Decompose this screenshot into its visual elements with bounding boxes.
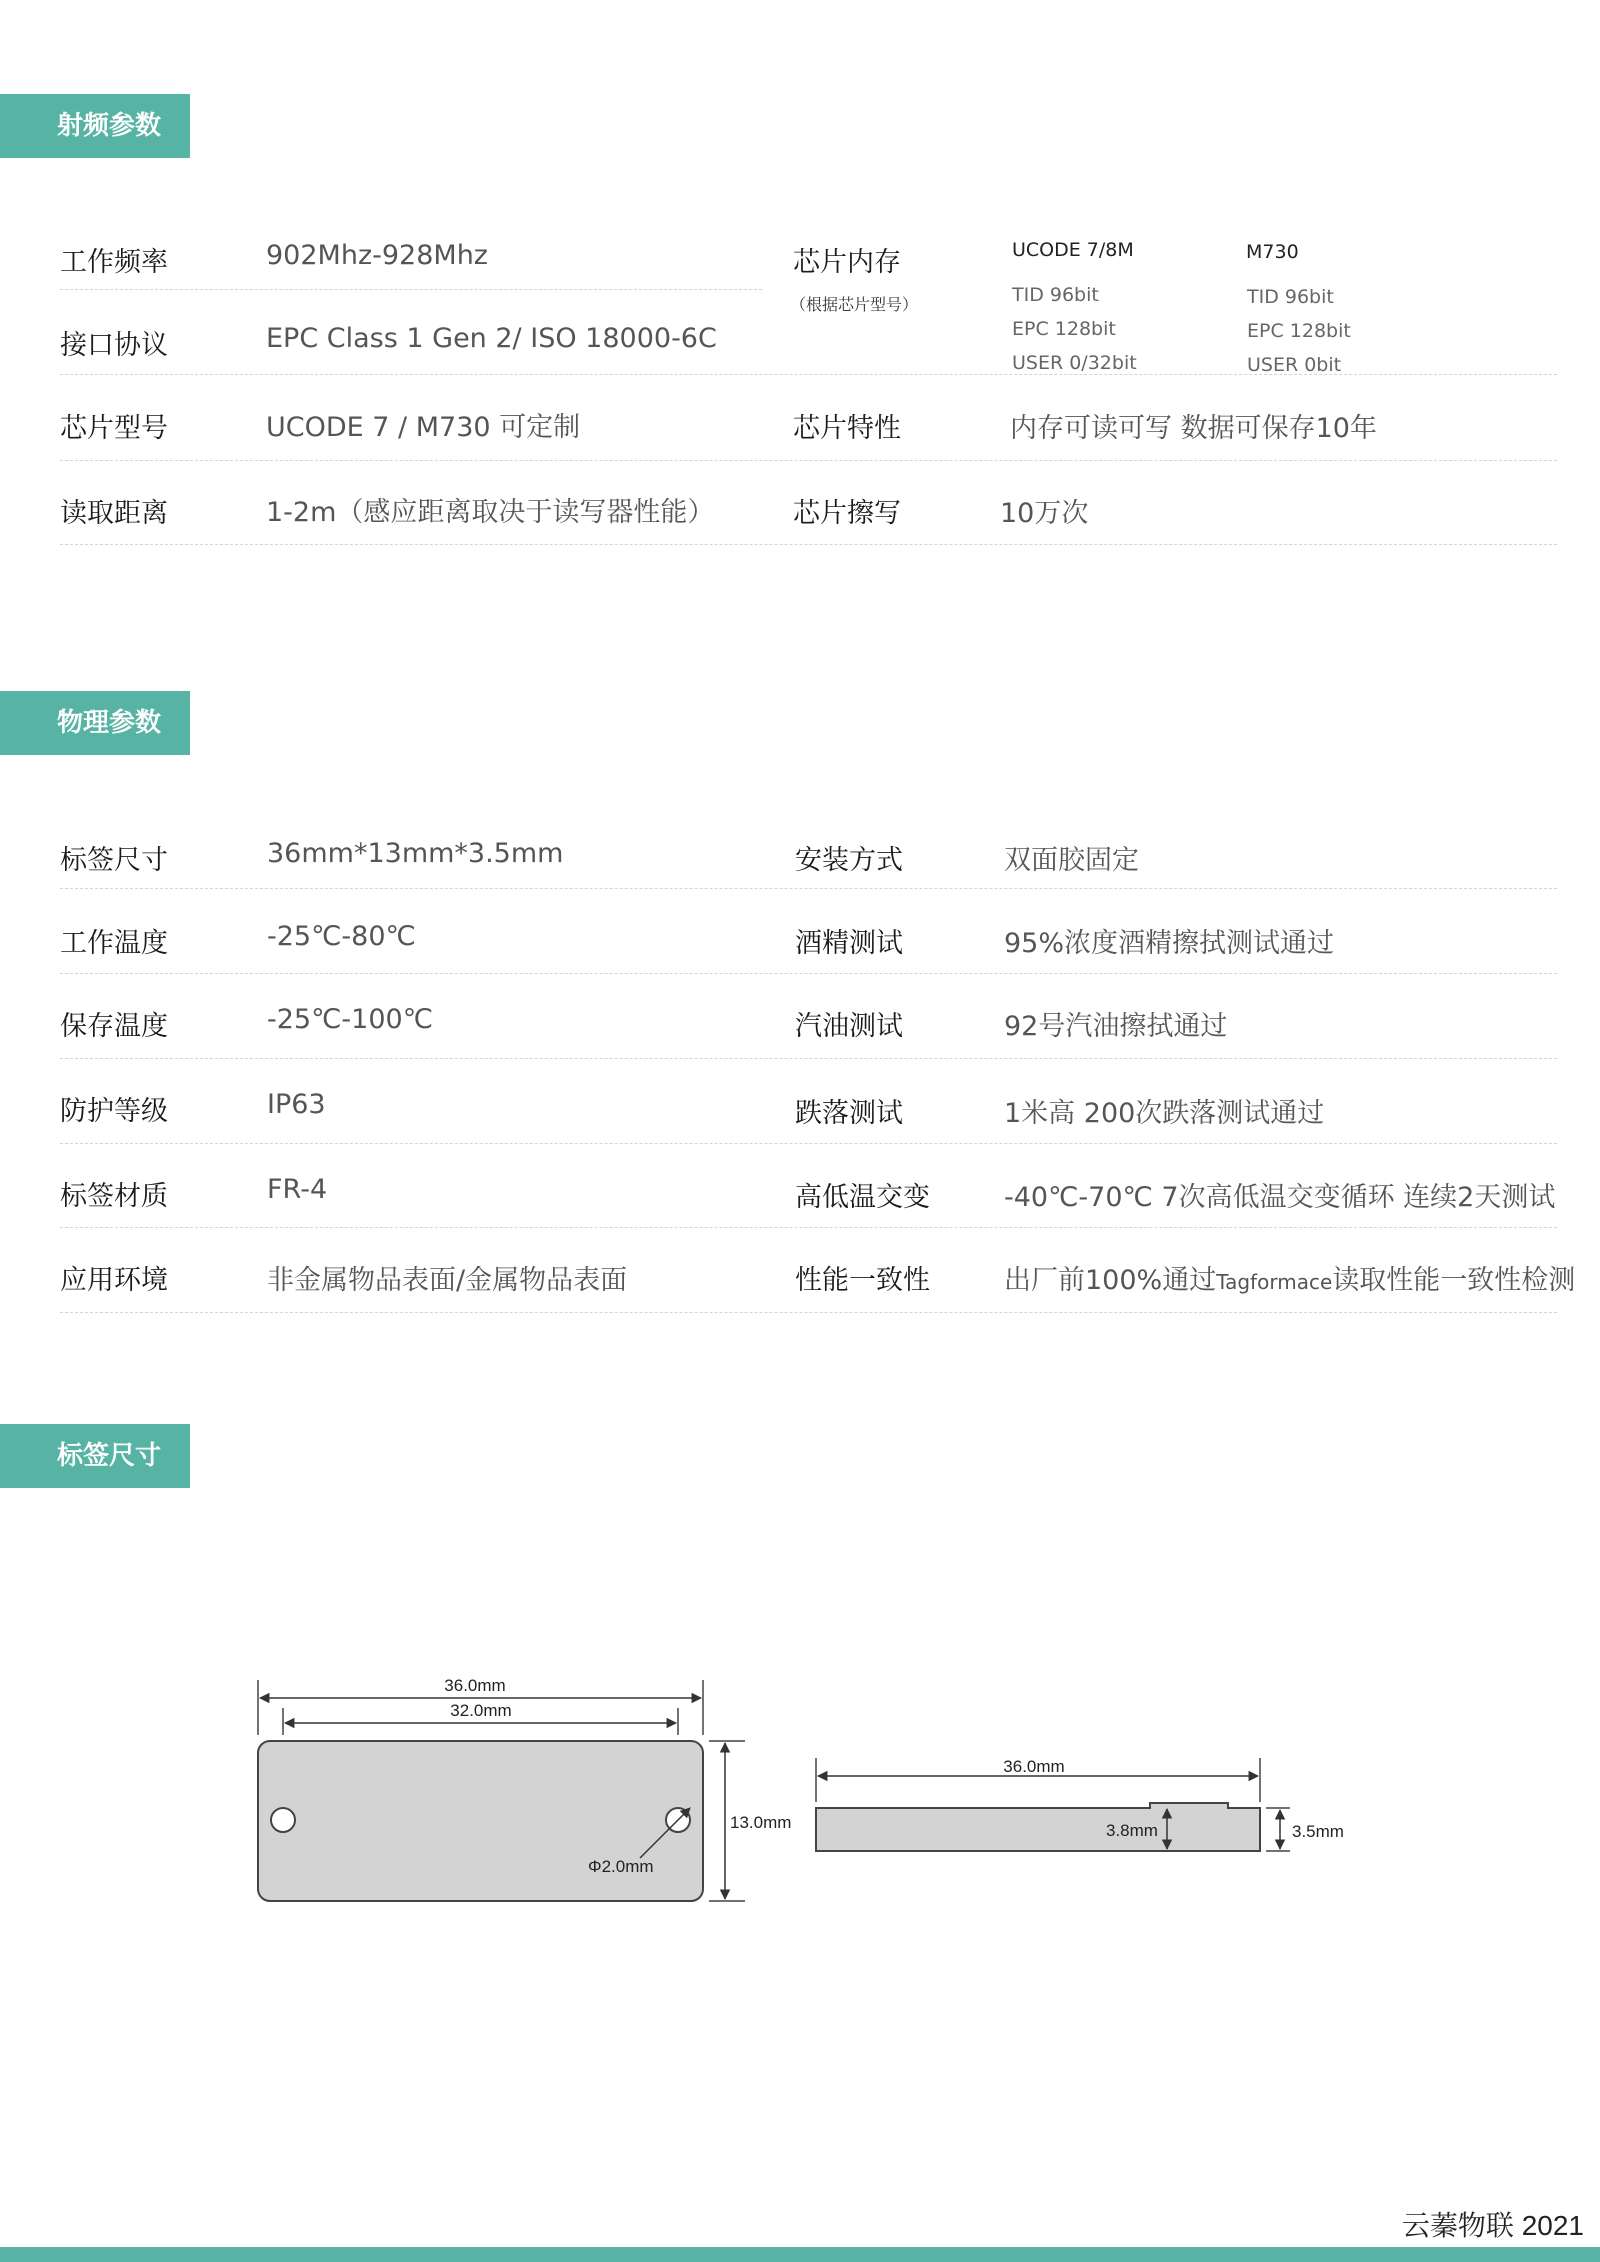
memory-note: （根据芯片型号） xyxy=(790,295,919,314)
footer-bar xyxy=(0,2247,1600,2262)
phys-label: 防护等级 xyxy=(60,1096,168,1127)
phys-label: 安装方式 xyxy=(795,845,903,876)
memory-label: 芯片内存 xyxy=(793,247,901,278)
phys-value: 95%浓度酒精擦拭测试通过 xyxy=(1004,928,1335,959)
phys-value: -25℃-80℃ xyxy=(267,921,416,952)
section-tag-physical: 物理参数 xyxy=(0,691,190,755)
row-divider xyxy=(60,1143,1557,1144)
section-tag-size: 标签尺寸 xyxy=(0,1424,190,1488)
phys-label: 汽油测试 xyxy=(795,1011,903,1042)
feature-value: 内存可读可写 数据可保存10年 xyxy=(1010,413,1377,444)
consistency-brand: Tagformace xyxy=(1216,1270,1333,1294)
dim-inner-width: 32.0mm xyxy=(450,1701,512,1720)
memory-col2-item: TID 96bit xyxy=(1247,286,1334,308)
phys-label: 跌落测试 xyxy=(795,1098,903,1129)
erase-value: 10万次 xyxy=(1000,498,1089,529)
row-divider xyxy=(60,973,1557,974)
mount-hole-left xyxy=(271,1808,295,1832)
row-divider xyxy=(60,1058,1557,1059)
feature-label: 芯片特性 xyxy=(793,413,901,444)
iface-label: 接口协议 xyxy=(60,330,168,361)
row-divider xyxy=(60,374,1557,375)
section-tag-rf: 射频参数 xyxy=(0,94,190,158)
top-view xyxy=(258,1676,791,1901)
model-label: 芯片型号 xyxy=(60,413,168,444)
phys-label: 标签尺寸 xyxy=(60,845,168,876)
tag-dimension-drawing xyxy=(0,1650,1600,1930)
phys-value: -40℃-70℃ 7次高低温交变循环 连续2天测试 xyxy=(1004,1182,1556,1213)
phys-value: 非金属物品表面/金属物品表面 xyxy=(267,1265,628,1296)
memory-col1-item: EPC 128bit xyxy=(1012,318,1116,340)
side-view xyxy=(816,1757,1344,1851)
phys-value: 1米高 200次跌落测试通过 xyxy=(1004,1098,1325,1129)
dim-side-thickness: 3.5mm xyxy=(1292,1822,1344,1841)
phys-value: 92号汽油擦拭通过 xyxy=(1004,1011,1228,1042)
phys-label: 标签材质 xyxy=(60,1181,168,1212)
phys-label: 保存温度 xyxy=(60,1011,168,1042)
range-label: 读取距离 xyxy=(60,498,168,529)
phys-value: 36mm*13mm*3.5mm xyxy=(267,838,564,869)
phys-value: FR-4 xyxy=(267,1174,328,1205)
row-divider xyxy=(60,1312,1557,1313)
dim-height: 13.0mm xyxy=(730,1813,792,1832)
dim-side-width: 36.0mm xyxy=(1003,1757,1065,1776)
phys-label: 性能一致性 xyxy=(795,1265,930,1296)
erase-label: 芯片擦写 xyxy=(793,498,901,529)
model-value: UCODE 7 / M730 可定制 xyxy=(266,412,581,443)
row-divider xyxy=(60,1227,1557,1228)
phys-value xyxy=(1004,1258,1575,1297)
row-divider xyxy=(60,544,1557,545)
memory-col1-item: USER 0/32bit xyxy=(1012,352,1137,374)
memory-col2-item: EPC 128bit xyxy=(1247,320,1351,342)
footer-brand: 云蓁物联 2021 xyxy=(1401,2210,1584,2241)
dim-hole: Φ2.0mm xyxy=(588,1857,654,1876)
consistency-post: 读取性能一致性检测 xyxy=(1332,1265,1576,1296)
row-divider xyxy=(60,888,1557,889)
iface-value: EPC Class 1 Gen 2/ ISO 18000-6C xyxy=(266,323,717,354)
row-divider xyxy=(60,289,762,290)
dim-outer-width: 36.0mm xyxy=(444,1676,506,1695)
range-value: 1-2m（感应距离取决于读写器性能） xyxy=(266,497,715,528)
phys-label: 高低温交变 xyxy=(795,1182,930,1213)
freq-label: 工作频率 xyxy=(60,247,168,278)
memory-col2-item: USER 0bit xyxy=(1247,354,1342,376)
phys-label: 工作温度 xyxy=(60,928,168,959)
phys-label: 应用环境 xyxy=(60,1265,168,1296)
dim-side-step: 3.8mm xyxy=(1106,1821,1158,1840)
memory-col1-head: UCODE 7/8M xyxy=(1012,239,1134,261)
phys-value: -25℃-100℃ xyxy=(267,1004,434,1035)
phys-value: IP63 xyxy=(267,1089,326,1120)
row-divider xyxy=(60,460,1557,461)
freq-value: 902Mhz-928Mhz xyxy=(266,240,488,271)
memory-col1-item: TID 96bit xyxy=(1012,284,1099,306)
phys-label: 酒精测试 xyxy=(795,928,903,959)
consistency-pre: 出厂前100%通过 xyxy=(1004,1265,1217,1296)
phys-value: 双面胶固定 xyxy=(1004,845,1139,876)
memory-col2-head: M730 xyxy=(1246,241,1299,263)
